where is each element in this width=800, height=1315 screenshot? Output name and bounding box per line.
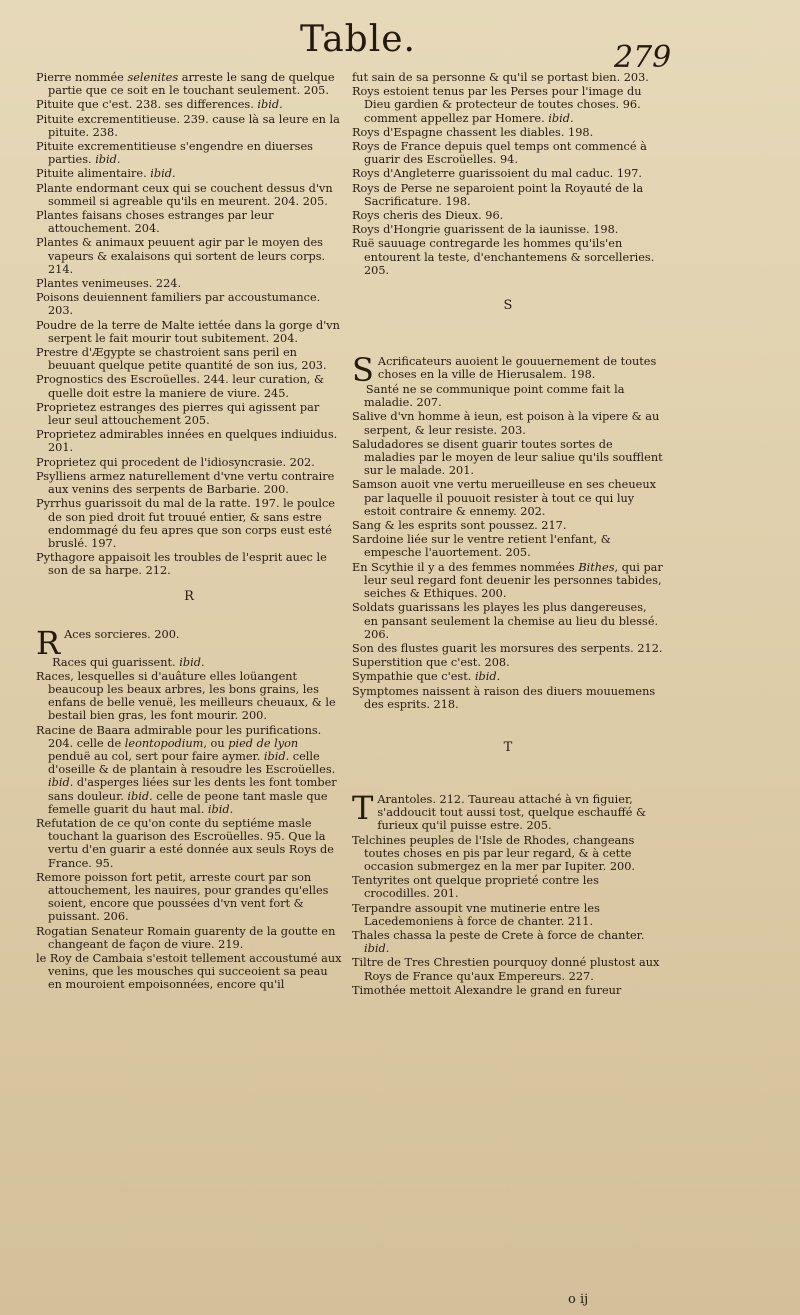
index-entry: Proprietez admirables innées en quelques indiuidus. 201. xyxy=(36,428,338,455)
s-entries xyxy=(352,383,664,711)
index-entry: Roys cheris des Dieux. 96. xyxy=(352,209,504,223)
page-number: 279 xyxy=(614,40,672,75)
section-letter-s: S xyxy=(503,298,513,314)
index-entry: Prestre d'Ægypte se chastroient sans peril en beuuant quelque petite quantité de son ius, 203. xyxy=(36,346,327,373)
index-entry: Sardoine liée sur le ventre retient l'enfant, & empesche l'auortement. 205. xyxy=(352,533,611,560)
index-entry: Thales chassa la peste de Crete à force de chanter. ibid. xyxy=(352,928,645,956)
s-first-entry xyxy=(352,351,664,390)
index-entry: Santé ne se communique point comme fait la maladie. 207. xyxy=(364,383,625,410)
section-letter-t: T xyxy=(503,739,513,755)
index-entry: Roys d'Espagne chassent les diables. 198. xyxy=(352,125,594,139)
r-entries xyxy=(36,656,342,992)
left-column xyxy=(36,71,342,993)
r-first-text: Aces sorcieres. 200. xyxy=(64,627,180,641)
index-entry: Plantes & animaux peuuent agir par le moyen des vapeurs & exalaisons qui sortent de leurs corps. 214. xyxy=(36,236,326,276)
index-entry: Salive d'vn homme à ieun, est poison à la vipere & au serpent, & leur resiste. 203. xyxy=(352,410,660,437)
index-entry: Psylliens armez naturellement d'vne vertu contraire aux venins des serpents de Barbarie. 200. xyxy=(36,469,335,497)
index-entry: Tiltre de Tres Chrestien pourquoy donné plustost aux Roys de France qu'aux Empereurs. 227. xyxy=(352,956,660,983)
index-entry: Pituite que c'est. 238. ses differences. ibid. xyxy=(36,98,283,112)
index-entry: Timothée mettoit Alexandre le grand en fureur xyxy=(352,983,622,997)
running-title: Table. xyxy=(300,19,416,60)
index-entry: Roys d'Hongrie guarissent de la iaunisse. 198. xyxy=(352,223,619,237)
index-entry: Sang & les esprits sont poussez. 217. xyxy=(352,519,567,533)
drop-cap-s: S xyxy=(352,351,374,390)
index-entry: Prognostics des Escroüelles. 244. leur curation, & quelle doit estre la maniere de viure. 245. xyxy=(36,373,325,400)
index-entry: Plantes faisans choses estranges par leur attouchement. 204. xyxy=(36,209,274,236)
index-entry: Ruë sauuage contregarde les hommes qu'ils'en entourent la teste, d'enchantemens & sorcelleries. 205. xyxy=(352,237,655,277)
index-entry: Soldats guarissans les playes les plus dangereuses, en pansant seulement la chemise au lieu du blessé. 206. xyxy=(352,601,659,641)
index-entry: fut sain de sa personne & qu'il se portast bien. 203. xyxy=(352,71,649,84)
index-entry: Symptomes naissent à raison des diuers mouuemens des esprits. 218. xyxy=(352,684,656,711)
signature-mark: o ij xyxy=(568,1292,589,1307)
index-entry: Roys estoient tenus par les Perses pour l'image du Dieu gardien & protecteur de toutes choses. 96. comment appellez par Homere. ibid. xyxy=(352,85,642,125)
index-entry: Saludadores se disent guarir toutes sortes de maladies par le moyen de leur saliue qu'ils soufflent sur le malade. 201. xyxy=(352,437,663,478)
index-entry: Rogatian Senateur Romain guarenty de la goutte en changeant de façon de viure. 219. xyxy=(36,924,336,951)
index-entry: Racine de Baara admirable pour les purifications. 204. celle de leontopodium, ou pied de lyon penduë au col, sert pour faire aymer. ibid. celle d'oseille & de plantain à resoudre les Escroüelles. ibid. d'asperges liées sur les dents les font tomber sans douleur. ibid. celle de peone tant masle que femelle guarit du haut mal. ibid. xyxy=(36,723,337,816)
index-entry: Samson auoit vne vertu merueilleuse en ses cheueux par laquelle il pouuoit resister à tout ce qui luy estoit contraire & ennemy. 202. xyxy=(352,478,656,518)
index-entry: Sympathie que c'est. ibid. xyxy=(352,670,501,684)
index-entry: Pyrrhus guarissoit du mal de la ratte. 197. le poulce de son pied droit fut trouué entier, & sans estre endommagé du feu apres que son corps eust esté bruslé. 197. xyxy=(36,497,335,550)
index-entry: Proprietez qui procedent de l'idiosyncrasie. 202. xyxy=(36,455,315,469)
p-entries xyxy=(36,71,342,578)
index-entry: En Scythie il y a des femmes nommées Bithes, qui par leur seul regard font deuenir les personnes tabides, seiches & Ethiques. 200. xyxy=(352,560,663,601)
r-continued-entries xyxy=(352,71,664,277)
index-entry: Roys de France depuis quel temps ont commencé à guarir des Escroüelles. 94. xyxy=(352,140,647,167)
index-entry: Roys d'Angleterre guarissoient du mal caduc. 197. xyxy=(352,167,643,181)
index-entry: Proprietez estranges des pierres qui agissent par leur seul attouchement 205. xyxy=(36,400,320,428)
index-entry: Telchines peuples de l'Isle de Rhodes, changeans toutes choses en pis par leur regard, & à cette occasion submergez en la mer par Iupiter. 200. xyxy=(352,833,635,873)
index-entry: Pituite excrementitieuse. 239. cause là sa leure en la pituite. 238. xyxy=(36,112,340,139)
index-entry: Plante endormant ceux qui se couchent dessus d'vn sommeil si agreable qu'ils en meurent. 204. 205. xyxy=(36,181,333,208)
drop-cap-r: R xyxy=(36,623,61,662)
index-entry: Pierre nommée selenites arreste le sang de quelque partie que ce soit en le touchant seulement. 205. xyxy=(36,71,335,98)
index-entry: Son des flustes guarit les morsures des serpents. 212. xyxy=(352,641,663,655)
drop-cap-t: T xyxy=(352,788,374,827)
t-entries xyxy=(352,834,664,997)
index-entry: le Roy de Cambaia s'estoit tellement accoustumé aux venins, que les mousches qui succeoient sa peau en mouroient empoisonnées, encore qu'il xyxy=(36,951,342,992)
index-entry: Pituite alimentaire. ibid. xyxy=(36,167,176,181)
section-letter-r: R xyxy=(184,588,194,604)
index-entry: Races, lesquelles si d'auâture elles loüangent beaucoup les beaux arbres, les bons grains, les enfans de belle venuë, les meilleurs cheuaux, & le bestail bien gras, les font mourir. 200. xyxy=(36,669,336,723)
index-entry: Remore poisson fort petit, arreste court par son attouchement, les nauires, pour grandes qu'elles soient, encore que poussées d'vn vent fort & puissant. 206. xyxy=(36,870,329,924)
t-first-text: Arantoles. 212. Taureau attaché à vn figuier, s'addoucit tout aussi tost, quelque eschauffé & furieux qu'il puisse estre. 205. xyxy=(377,792,647,833)
index-entry: Terpandre assoupit vne mutinerie entre les Lacedemoniens à force de chanter. 211. xyxy=(352,901,600,928)
index-entry: Pythagore appaisoit les troubles de l'esprit auec le son de sa harpe. 212. xyxy=(36,551,327,578)
index-entry: Races qui guarissent. ibid. xyxy=(52,655,205,669)
index-entry: Roys de Perse ne separoient point la Royauté de la Sacrificature. 198. xyxy=(352,181,644,208)
s-first-text: Acrificateurs auoient le gouuernement de toutes choses en la ville de Hierusalem. 198. xyxy=(377,355,657,382)
index-entry: Plantes venimeuses. 224. xyxy=(36,277,182,291)
right-column xyxy=(352,71,664,998)
index-entry: Poisons deuiennent familiers par accoustumance. 203. xyxy=(36,291,321,318)
index-entry: Tentyrites ont quelque proprieté contre les crocodilles. 201. xyxy=(352,874,599,901)
index-entry: Refutation de ce qu'on conte du septiéme masle touchant la guarison des Escroüelles. 95. Que la vertu d'en guarir a esté donnée aux seuls Roys de France. 95. xyxy=(36,816,334,870)
index-entry: Superstition que c'est. 208. xyxy=(352,656,510,670)
t-first-entry xyxy=(352,788,664,833)
index-entry: Pituite excrementitieuse s'engendre en diuerses parties. ibid. xyxy=(36,140,313,167)
index-entry: Poudre de la terre de Malte iettée dans la gorge d'vn serpent le fait mourir tout subitement. 204. xyxy=(36,318,340,345)
